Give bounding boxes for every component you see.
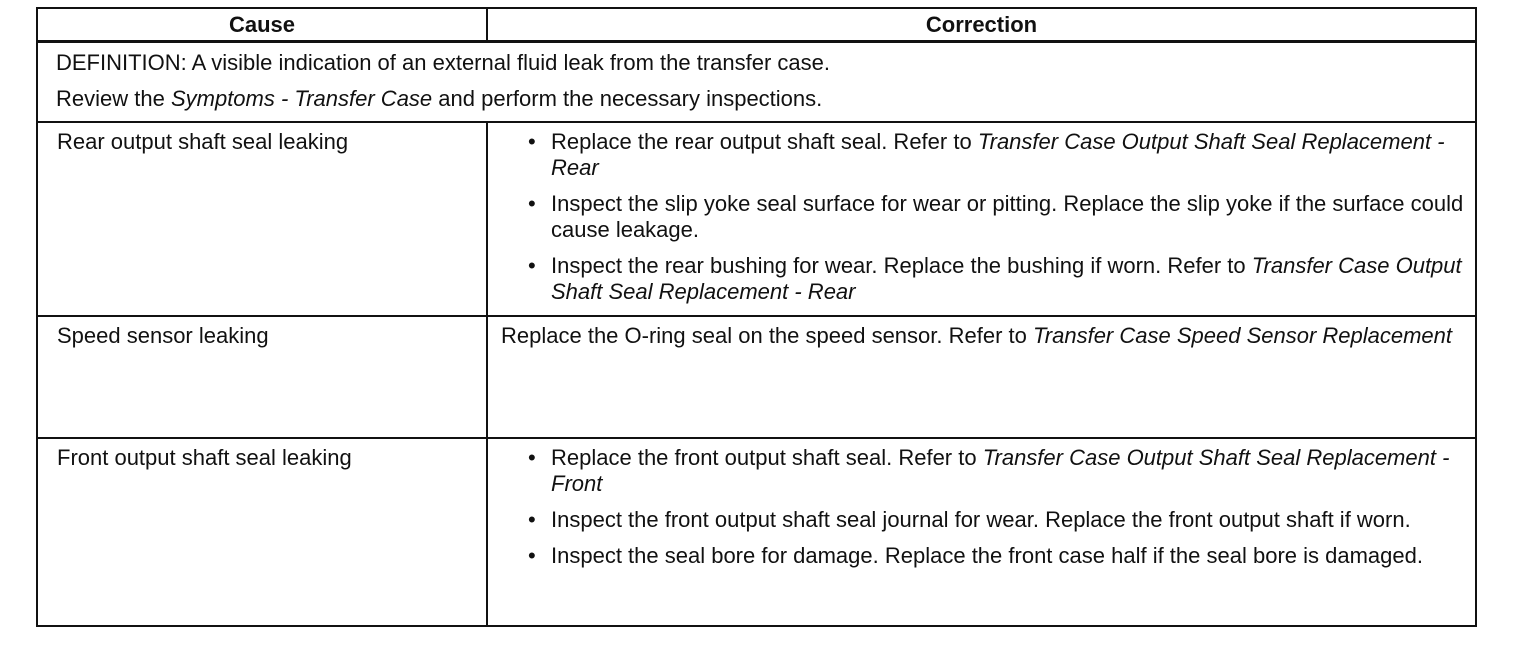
table-header-row xyxy=(37,8,1476,42)
bullet-icon: • xyxy=(528,445,536,470)
cause-cell: Front output shaft seal leaking xyxy=(37,438,487,626)
cause-cell: Speed sensor leaking xyxy=(37,316,487,438)
bullet-icon: • xyxy=(528,129,536,154)
review-instruction xyxy=(56,87,1475,117)
procedure-reference: Transfer Case Output Shaft Seal Replacement - Front xyxy=(551,445,1450,496)
correction-cell xyxy=(487,316,1476,438)
review-suffix: and perform the necessary inspections. xyxy=(432,86,823,111)
step-text: Replace the rear output shaft seal. Refer to xyxy=(551,129,978,154)
header-correction: Correction xyxy=(487,8,1476,42)
list-item xyxy=(504,129,1465,181)
cause-cell: Rear output shaft seal leaking xyxy=(37,122,487,316)
definition-cell xyxy=(37,42,1476,123)
header-cause: Cause xyxy=(37,8,487,42)
list-item xyxy=(504,543,1465,569)
procedure-reference: Transfer Case Output Shaft Seal Replacement - Rear xyxy=(551,253,1462,304)
symptoms-reference: Symptoms - Transfer Case xyxy=(170,86,433,111)
correction-list xyxy=(504,445,1465,569)
step-text: Inspect the slip yoke seal surface for wear or pitting. Replace the slip yoke if the surface could cause leakage. xyxy=(551,191,1464,242)
procedure-reference: Transfer Case Output Shaft Seal Replacement - Rear xyxy=(551,129,1445,180)
step-text: Inspect the rear bushing for wear. Replace the bushing if worn. Refer to xyxy=(551,253,1252,278)
bullet-icon: • xyxy=(528,543,536,568)
step-text: Replace the O-ring seal on the speed sensor. Refer to xyxy=(501,323,1033,348)
table-row xyxy=(37,438,1476,626)
table-row xyxy=(37,122,1476,316)
correction-cell xyxy=(487,122,1476,316)
diagnostic-table xyxy=(36,7,1477,627)
step-text: Inspect the seal bore for damage. Replace the front case half if the seal bore is damaged. xyxy=(551,543,1423,568)
step-text: Replace the front output shaft seal. Refer to xyxy=(551,445,983,470)
list-item xyxy=(504,191,1465,243)
definition-text: DEFINITION: A visible indication of an external fluid leak from the transfer case. xyxy=(56,50,831,75)
procedure-reference: Transfer Case Speed Sensor Replacement xyxy=(1032,323,1453,348)
bullet-icon: • xyxy=(528,507,536,532)
correction-cell xyxy=(487,438,1476,626)
table-row xyxy=(37,316,1476,438)
correction-list xyxy=(504,129,1465,305)
list-item xyxy=(504,253,1465,305)
definition-row xyxy=(37,42,1476,123)
bullet-icon: • xyxy=(528,253,536,278)
list-item xyxy=(504,507,1465,533)
step-text: Inspect the front output shaft seal journal for wear. Replace the front output shaft if worn. xyxy=(551,507,1411,532)
bullet-icon: • xyxy=(528,191,536,216)
review-prefix: Review the xyxy=(56,86,171,111)
list-item xyxy=(504,445,1465,497)
